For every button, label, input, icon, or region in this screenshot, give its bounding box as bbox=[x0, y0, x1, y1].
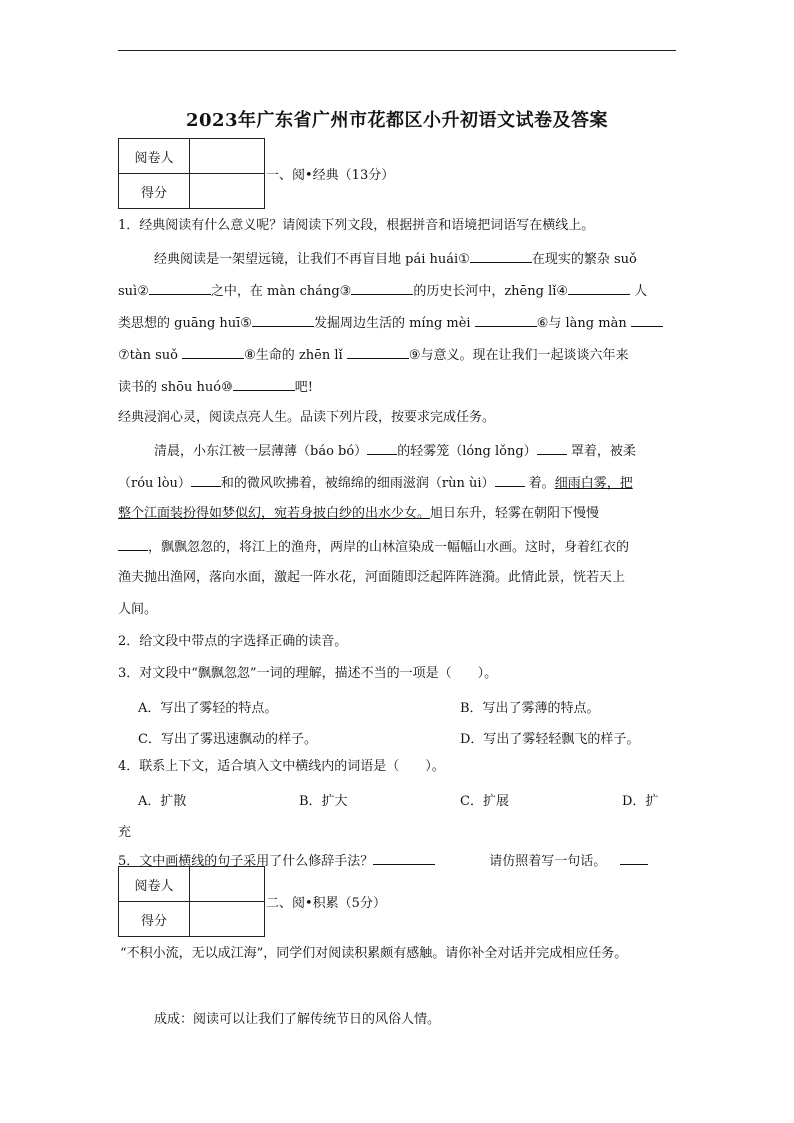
passage-line-1: 清晨，小东江被一层薄薄（báo bó） 的轻雾笼（lóng lǒng） 罩着，被柔 bbox=[154, 444, 636, 459]
score-label: 得分 bbox=[119, 174, 190, 209]
q3-prompt: 3．对文段中“飘飘忽忽”一词的理解，描述不当的一项是（ ）。 bbox=[118, 666, 498, 681]
underlined-sentence-1: 细雨白雾，把 bbox=[554, 476, 633, 491]
reviewer-field-2[interactable] bbox=[190, 867, 265, 902]
passage-intro: 经典浸润心灵，阅读点亮人生。品读下列片段，按要求完成任务。 bbox=[118, 410, 496, 425]
reviewer-label-2: 阅卷人 bbox=[119, 867, 190, 902]
q4-option-a[interactable]: A．扩散 bbox=[138, 794, 187, 809]
q1-line-3: 类思想的 guāng huī⑤ 发掘周边生活的 míng mèi ⑥与 làng màn bbox=[118, 314, 678, 332]
q4-prompt: 4．联系上下文，适合填入文中横线内的词语是（ ）。 bbox=[118, 759, 445, 774]
score-field-2[interactable] bbox=[190, 902, 265, 937]
q4-option-d[interactable]: D．扩 bbox=[622, 794, 659, 809]
section-heading-1: 一、阅•经典（13分） bbox=[266, 168, 395, 183]
q1-prompt: 1．经典阅读有什么意义呢？请阅读下列文段，根据拼音和语境把词语写在横线上。 bbox=[118, 218, 595, 233]
q3-option-a[interactable]: A．写出了雾轻的特点。 bbox=[138, 701, 278, 716]
blank-p2[interactable] bbox=[537, 442, 567, 455]
sec2-intro: “不积小流，无以成江海”，同学们对阅读积累颇有感触。请你补全对话并完成相应任务。 bbox=[120, 946, 628, 961]
q5-answer-blank[interactable] bbox=[373, 852, 435, 865]
blank-6[interactable] bbox=[475, 314, 537, 327]
underlined-sentence-2: 整个江面装扮得如梦似幻，宛若身披白纱的出水少女。 bbox=[118, 506, 431, 521]
q4-option-d-wrap: 充 bbox=[118, 825, 132, 840]
passage-line-3: 整个江面装扮得如梦似幻，宛若身披白纱的出水少女。旭日东升，轻雾在朝阳下慢慢 bbox=[118, 506, 600, 521]
blank-8[interactable] bbox=[347, 346, 409, 359]
q5-write-blank[interactable] bbox=[620, 852, 648, 865]
blank-2[interactable] bbox=[149, 282, 211, 295]
page-title: 2023年广东省广州市花都区小升初语文试卷及答案 bbox=[185, 110, 609, 131]
q1-line-5: 读书的 shōu huó⑩ 吧! bbox=[118, 380, 313, 395]
blank-5[interactable] bbox=[252, 314, 314, 327]
q5-line: 5．文中画横线的句子采用了什么修辞手法？ 请仿照着写一句话。 bbox=[118, 852, 678, 870]
section-heading-2: 二、阅•积累（5分） bbox=[266, 896, 386, 911]
blank-3[interactable] bbox=[351, 282, 413, 295]
passage-line-6: 人间。 bbox=[118, 602, 158, 617]
sec2-dialog: 成成：阅读可以让我们了解传统节日的风俗人情。 bbox=[154, 1012, 441, 1027]
q3-option-c[interactable]: C．写出了雾迅速飘动的样子。 bbox=[138, 732, 317, 747]
header-rule bbox=[118, 50, 676, 51]
q3-option-b[interactable]: B．写出了雾薄的特点。 bbox=[460, 701, 600, 716]
passage-line-4: ，飘飘忽忽的，将江上的渔舟，两岸的山林渲染成一幅幅山水画。这时，身着红衣的 bbox=[118, 538, 678, 556]
blank-p4[interactable] bbox=[495, 474, 525, 487]
reviewer-field[interactable] bbox=[190, 139, 265, 174]
q1-line-1: 经典阅读是一架望远镜，让我们不再盲目地 pái huái① 在现实的繁杂 suǒ bbox=[154, 252, 637, 267]
blank-1[interactable] bbox=[470, 250, 532, 263]
passage-line-5: 渔夫抛出渔网，落向水面，激起一阵水花，河面随即泛起阵阵涟漪。此情此景，恍若天上 bbox=[118, 570, 626, 585]
score-field[interactable] bbox=[190, 174, 265, 209]
blank-p3[interactable] bbox=[191, 474, 221, 487]
q3-option-d[interactable]: D．写出了雾轻轻飘飞的样子。 bbox=[460, 732, 640, 747]
q1-line-2: suì② 之中，在 màn cháng③ 的历史长河中，zhēng lǐ④ 人 bbox=[118, 284, 648, 299]
blank-10[interactable] bbox=[233, 378, 295, 391]
q4-option-b[interactable]: B．扩大 bbox=[299, 794, 348, 809]
blank-7a[interactable] bbox=[631, 314, 663, 327]
score-label-2: 得分 bbox=[119, 902, 190, 937]
blank-p5[interactable] bbox=[118, 538, 148, 551]
q1-line-4: ⑦tàn suǒ ⑧生命的 zhēn lǐ ⑨与意义。现在让我们一起谈谈六年来 bbox=[118, 348, 629, 363]
q2-prompt: 2．给文段中带点的字选择正确的读音。 bbox=[118, 634, 348, 649]
blank-p1[interactable] bbox=[367, 442, 397, 455]
q4-option-c[interactable]: C．扩展 bbox=[460, 794, 509, 809]
grader-box-2 bbox=[118, 866, 265, 937]
passage-line-2: （róu lòu） 和的微风吹拂着，被绵绵的细雨滋润（rùn ùi） 着。细雨白雾，把 bbox=[118, 476, 633, 491]
blank-7[interactable] bbox=[182, 346, 244, 359]
reviewer-label: 阅卷人 bbox=[119, 139, 190, 174]
blank-4[interactable] bbox=[568, 282, 630, 295]
grader-box-1 bbox=[118, 138, 265, 209]
